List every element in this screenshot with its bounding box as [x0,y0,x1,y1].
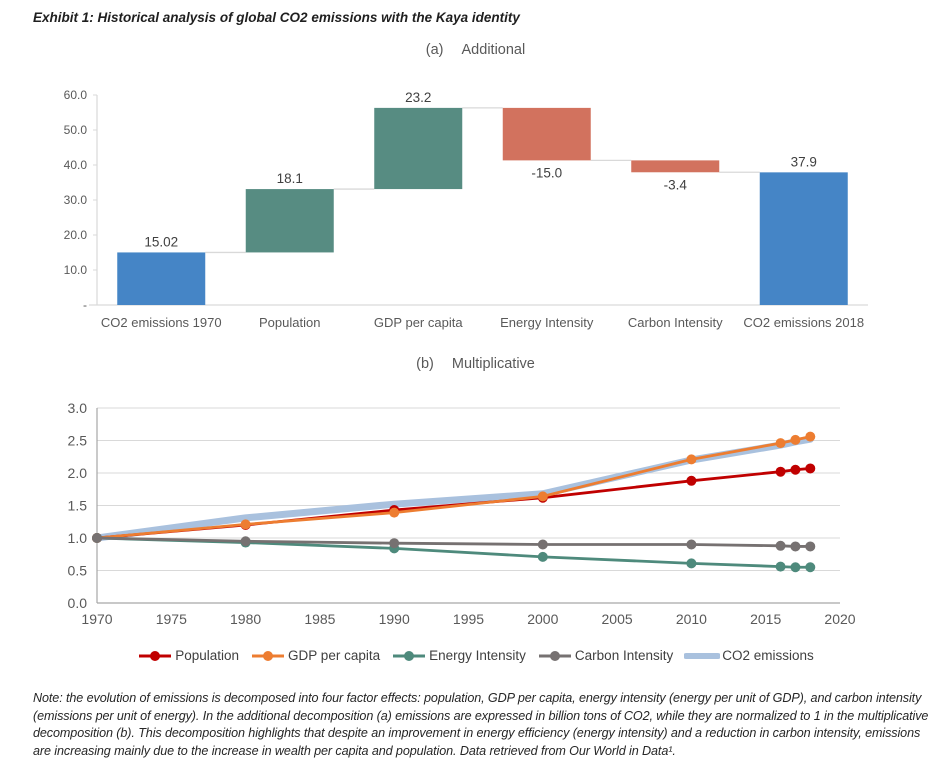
legend-swatch-icon [137,649,173,663]
svg-text:37.9: 37.9 [790,154,817,170]
svg-text:1.0: 1.0 [67,530,87,546]
legend-item-energy-intensity [391,648,526,663]
waterfall-bar-2 [246,189,334,252]
figure-note: Note: the evolution of emissions is decomposed into four factor effects: population, GDP per capita, energy intensity (energy per unit of GDP), and carbon intensity (emissions per unit of energy). In the additional decomposition (a) emissions are expressed in billion tons of CO2, while they are normalized to 1 in the multiplicative decomposition (b). This decomposition highlights that despite an improvement in energy efficiency (energy intensity) and a reduction in carbon intensity, emissions are increasing mainly due to the increase in wealth per capita and population. Data retrieved from Our World in Data¹. [33,691,929,758]
chart-a-subtitle-label: Additional [461,42,526,58]
legend-swatch-icon [250,649,286,663]
svg-text:CO2 emissions 2018: CO2 emissions 2018 [743,315,865,330]
waterfall-bar-1 [117,252,205,305]
svg-text:40.0: 40.0 [63,158,87,172]
svg-text:Energy Intensity: Energy Intensity [500,315,594,330]
svg-text:2020: 2020 [824,611,856,627]
svg-text:1990: 1990 [378,611,410,627]
svg-text:2.5: 2.5 [67,432,87,449]
svg-text:1970: 1970 [81,611,113,627]
legend-label: Population [175,648,240,663]
svg-text:3.0: 3.0 [67,400,87,416]
legend-item-gdp-per-capita [250,648,380,663]
waterfall-category-labels [101,315,864,330]
legend-swatch-icon [391,649,427,663]
svg-text:-15.0: -15.0 [531,165,563,181]
svg-text:2015: 2015 [750,611,782,627]
legend-item-carbon-intensity [537,648,673,663]
svg-text:GDP per capita: GDP per capita [373,315,463,330]
chart-b-subtitle-label: Multiplicative [451,356,535,372]
waterfall-chart [0,70,951,340]
series-co2-emissions [97,439,810,538]
waterfall-bar-3 [374,108,462,189]
svg-text:23.2: 23.2 [405,89,432,105]
svg-text:2005: 2005 [601,611,633,627]
svg-text:Carbon Intensity: Carbon Intensity [627,315,723,330]
chart-b-subtitle [0,356,951,372]
waterfall-bar-6 [760,172,848,305]
exhibit-title: Exhibit 1: Historical analysis of global CO2 emissions with the Kaya identity [33,10,520,25]
line-chart [0,380,951,642]
svg-text:60.0: 60.0 [63,88,87,102]
legend-swatch-icon [684,649,720,663]
legend-label: CO2 emissions [722,648,814,663]
svg-text:-3.4: -3.4 [663,177,687,193]
legend-item-population [137,648,239,663]
waterfall-bars [117,108,848,305]
chart-b-legend [0,648,951,663]
svg-text:18.1: 18.1 [276,171,303,187]
chart-a-subtitle [0,42,951,58]
legend-swatch-icon [537,649,573,663]
svg-text:2.0: 2.0 [67,465,87,481]
legend-item-co2-emissions [684,648,814,663]
chart-b-subtitle-prefix: (b) [416,356,434,372]
svg-text:50.0: 50.0 [63,123,87,137]
svg-text:1975: 1975 [155,611,187,627]
svg-text:0.0: 0.0 [67,595,87,611]
svg-text:1995: 1995 [452,611,485,627]
svg-text:Population: Population [259,315,321,330]
svg-text:1.5: 1.5 [67,497,87,514]
svg-text:2000: 2000 [527,611,559,627]
chart-a-subtitle-prefix: (a) [425,42,444,58]
svg-text:-: - [83,298,87,312]
line-chart-x-labels [81,611,855,627]
legend-label: GDP per capita [288,648,381,663]
svg-text:0.5: 0.5 [67,562,87,579]
svg-text:30.0: 30.0 [63,193,87,207]
line-chart-series [92,432,815,573]
waterfall-bar-5 [631,160,719,172]
svg-text:10.0: 10.0 [63,263,87,277]
svg-text:15.02: 15.02 [144,234,179,250]
svg-text:1985: 1985 [304,611,336,627]
legend-label: Energy Intensity [429,648,526,663]
svg-text:CO2 emissions 1970: CO2 emissions 1970 [100,315,222,330]
legend-label: Carbon Intensity [574,648,674,663]
svg-text:1980: 1980 [230,611,262,627]
svg-text:2010: 2010 [675,611,707,627]
svg-text:20.0: 20.0 [63,228,87,242]
waterfall-bar-4 [503,108,591,161]
